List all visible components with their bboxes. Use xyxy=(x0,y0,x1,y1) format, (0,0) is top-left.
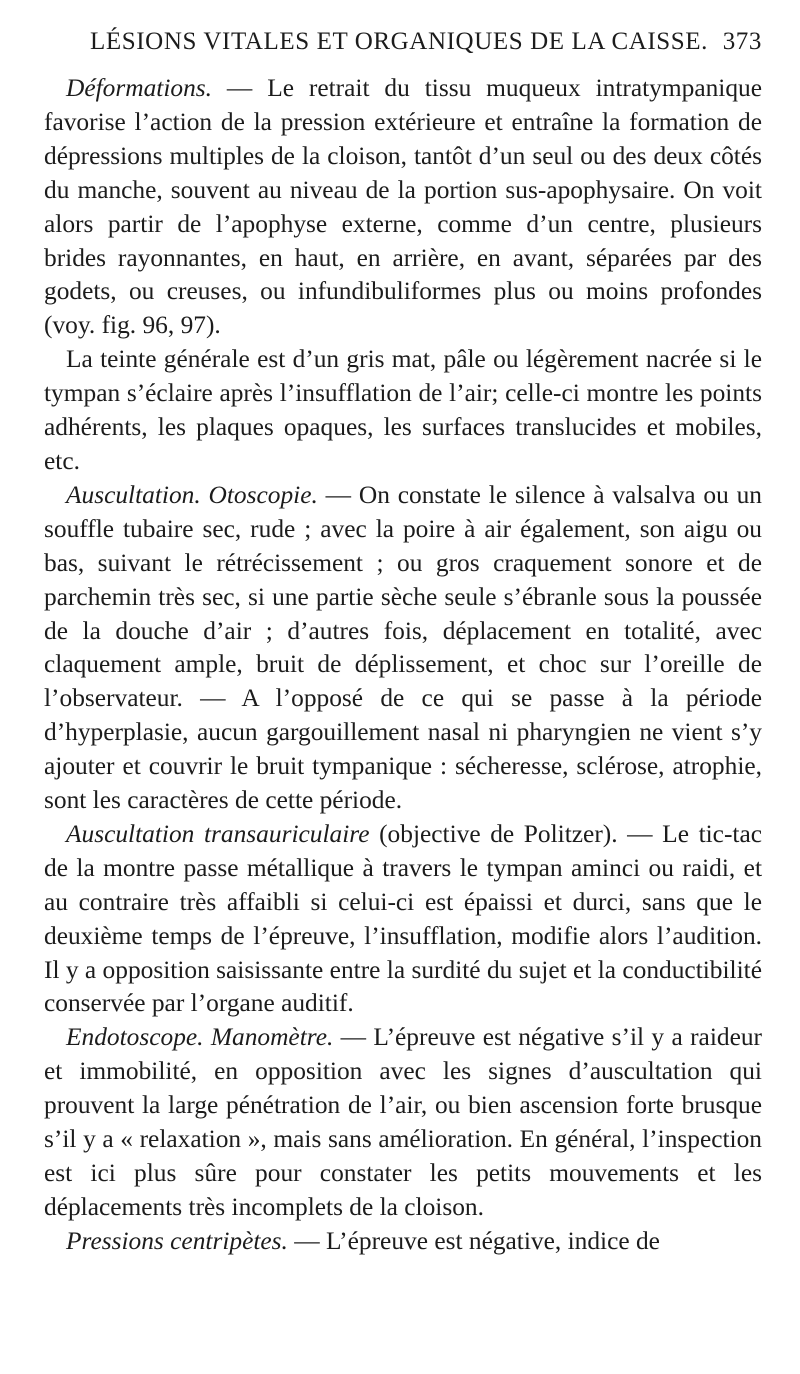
page-number: 373 xyxy=(722,28,762,55)
running-header xyxy=(44,28,762,64)
body-text xyxy=(44,72,762,1259)
running-title: LÉSIONS VITALES ET ORGANIQUES DE LA CAISSE. xyxy=(90,28,709,55)
paragraph-body: La teinte générale est d’un gris mat, pâle ou légèrement nacrée si le tympan s’éclaire après l’insufflation de l’air; celle-ci montre les points adhérents, les plaques opaques, les surfaces translucides et mobiles, etc. xyxy=(44,345,762,475)
paragraph-lead: Auscultation transauriculaire xyxy=(66,819,370,848)
paragraph-pressions xyxy=(44,1225,762,1259)
paragraph-lead: Déformations. xyxy=(66,74,212,102)
paragraph-body: (objective de Politzer). — Le tic-tac de la montre passe métallique à travers le tympan aminci ou raidi, et au contraire très affaibli si celui-ci est épaissi et durci, sans que le deuxième temps de l’épreuve, l’insufflation, modifie alors l’audition. Il y a opposition saisissante entre la surdité du sujet et la conductibilité conservée par l’organe auditif. xyxy=(44,819,763,1018)
paragraph-body: — L’épreuve est négative s’il y a raideur et immobilité, en opposition avec les signes d’auscultation qui prouvent la large pénétration de l’air, ou bien ascension forte brusque s’il y a « relaxation », mais sans amélioration. En général, l’inspection est ici plus sûre pour constater les petits mouvements et les déplacements très incomplets de la cloison. xyxy=(44,1023,762,1221)
paragraph-auscultation-transauriculaire xyxy=(44,818,762,1021)
paragraph-teinte xyxy=(44,343,762,479)
paragraph-lead: Pressions centripètes. xyxy=(66,1226,288,1255)
paragraph-body: — Le retrait du tissu muqueux intratympanique favorise l’action de la pression extérieure et entraîne la formation de dépressions multiples de la cloison, tantôt d’un seul ou des deux côtés du manche, souvent au niveau de la portion sus-apophysaire. On voit alors partir de l’apophyse externe, comme d’un centre, plusieurs brides rayonnantes, en haut, en arrière, en avant, séparées par des godets, ou creuses, ou infundibuliformes plus ou moins profondes (voy. fig. 96, 97). xyxy=(44,74,762,340)
paragraph-lead: Endotoscope. Manomètre. xyxy=(66,1023,334,1052)
paragraph-endotoscope xyxy=(44,1021,762,1224)
paragraph-body: — On constate le silence à valsalva ou un souffle tubaire sec, rude ; avec la poire à air également, son aigu ou bas, suivant le rétrécissement ; ou gros craquement sonore et de parchemin très sec, si une partie sèche seule s’ébranle sous la poussée de la douche d’air ; d’autres fois, déplacement en totalité, avec claquement ample, bruit de déplissement, et choc sur l’oreille de l’observateur. — A l’opposé de ce qui se passe à la période d’hyperplasie, aucun gargouillement nasal ni pharyngien ne vient s’y ajouter et couvrir le bruit tympanique : sécheresse, sclérose, atrophie, sont les caractères de cette période. xyxy=(44,480,762,815)
paragraph-auscultation-otoscopie xyxy=(44,479,762,818)
paragraph-body: — L’épreuve est négative, indice de xyxy=(287,1226,660,1255)
paragraph-lead: Auscultation. Otoscopie. xyxy=(66,480,318,509)
paragraph-deformations xyxy=(44,72,762,343)
